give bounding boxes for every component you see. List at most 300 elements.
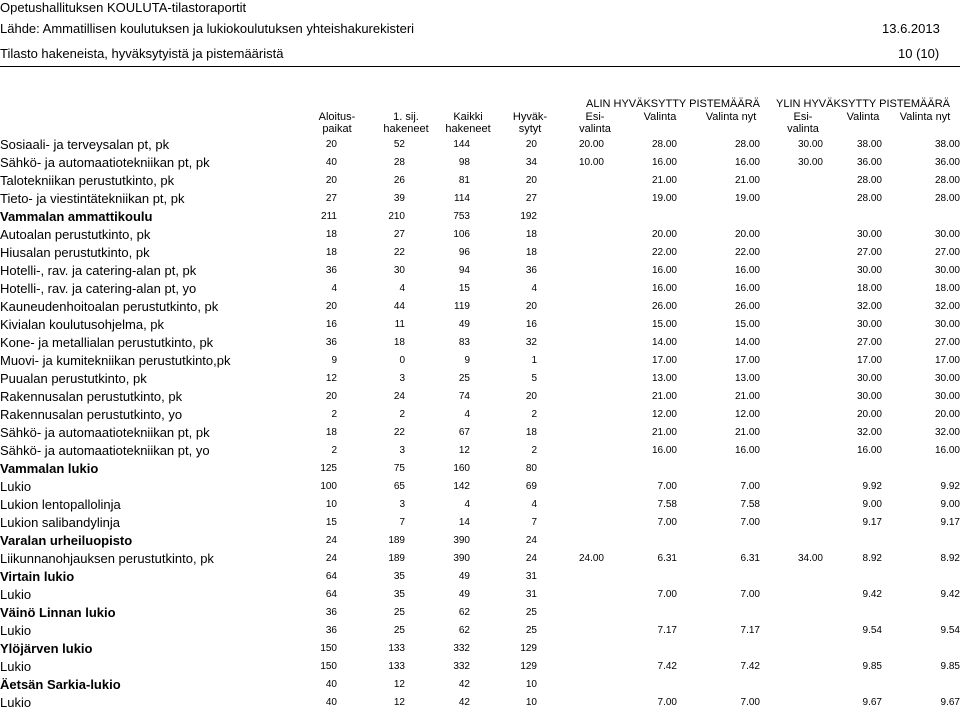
table-row bbox=[0, 388, 960, 406]
col-header-text: 1. sij. bbox=[393, 111, 419, 123]
cell-valinta-high: 9.92 bbox=[862, 481, 882, 492]
cell-valinta-high: 30.00 bbox=[856, 391, 882, 402]
cell-valinta-nyt-low: 26.00 bbox=[734, 301, 760, 312]
cell-valinta-high: 9.17 bbox=[862, 517, 882, 528]
row-label: Lukion lentopallolinja bbox=[0, 497, 121, 512]
cell-aloituspaikat: 36 bbox=[325, 265, 337, 276]
cell-aloituspaikat: 36 bbox=[325, 607, 337, 618]
cell-aloituspaikat: 27 bbox=[325, 193, 337, 204]
cell-hyvaksytyt: 31 bbox=[525, 571, 537, 582]
cell-valinta-nyt-low: 13.00 bbox=[734, 373, 760, 384]
cell-hyvaksytyt: 20 bbox=[525, 301, 537, 312]
cell-hyvaksytyt: 10 bbox=[525, 697, 537, 708]
cell-hyvaksytyt: 18 bbox=[525, 229, 537, 240]
col-header-aloituspaikat bbox=[312, 111, 362, 135]
row-label: Kauneudenhoitoalan perustutkinto, pk bbox=[0, 299, 219, 314]
cell-aloituspaikat: 211 bbox=[321, 211, 337, 222]
cell-valinta-nyt-low: 17.00 bbox=[734, 355, 760, 366]
col-header-text: Hyväk- bbox=[512, 111, 548, 123]
cell-valinta-nyt-low: 28.00 bbox=[734, 139, 760, 150]
row-label: Äetsän Sarkia-lukio bbox=[0, 677, 121, 692]
cell-aloituspaikat: 24 bbox=[325, 553, 337, 564]
row-label: Talotekniikan perustutkinto, pk bbox=[0, 173, 175, 188]
cell-1-sij-hakeneet: 7 bbox=[399, 517, 405, 528]
cell-aloituspaikat: 12 bbox=[325, 373, 337, 384]
cell-valinta-nyt-low: 7.17 bbox=[740, 625, 760, 636]
report-series-title: Opetushallituksen KOULUTA-tilastoraportit bbox=[0, 0, 247, 15]
cell-hyvaksytyt: 7 bbox=[531, 517, 537, 528]
cell-kaikki-hakeneet: 106 bbox=[453, 229, 470, 240]
cell-esivalinta-low: 24.00 bbox=[578, 553, 604, 564]
cell-aloituspaikat: 18 bbox=[325, 427, 337, 438]
col-header-esivalinta-low bbox=[570, 111, 620, 135]
cell-valinta-nyt-low: 20.00 bbox=[734, 229, 760, 240]
cell-1-sij-hakeneet: 12 bbox=[393, 679, 405, 690]
cell-valinta-low: 15.00 bbox=[651, 319, 677, 330]
cell-1-sij-hakeneet: 18 bbox=[393, 337, 405, 348]
cell-valinta-low: 21.00 bbox=[651, 427, 677, 438]
cell-valinta-nyt-low: 7.00 bbox=[740, 589, 760, 600]
table-row bbox=[0, 190, 960, 208]
cell-valinta-nyt-high: 30.00 bbox=[934, 319, 960, 330]
cell-hyvaksytyt: 1 bbox=[531, 355, 537, 366]
row-label: Lukion salibandylinja bbox=[0, 515, 120, 530]
cell-aloituspaikat: 10 bbox=[325, 499, 337, 510]
institution-row bbox=[0, 208, 960, 226]
cell-valinta-nyt-low: 16.00 bbox=[734, 157, 760, 168]
row-label: Lukio bbox=[0, 659, 32, 674]
col-header-1-sij-hakeneet bbox=[378, 111, 434, 135]
row-label: Hotelli-, rav. ja catering-alan pt, pk bbox=[0, 263, 197, 278]
col-header-valinta-nyt-low bbox=[697, 111, 765, 123]
col-header-text: hakeneet bbox=[383, 123, 429, 135]
cell-valinta-nyt-low: 16.00 bbox=[734, 283, 760, 294]
cell-1-sij-hakeneet: 12 bbox=[393, 697, 405, 708]
report-date: 13.6.2013 bbox=[882, 21, 940, 36]
cell-hyvaksytyt: 27 bbox=[525, 193, 537, 204]
row-label: Rakennusalan perustutkinto, yo bbox=[0, 407, 183, 422]
cell-hyvaksytyt: 24 bbox=[525, 553, 537, 564]
source-text: Lähde: Ammatillisen koulutuksen ja lukiokoulutuksen yhteishakurekisteri bbox=[0, 21, 415, 36]
cell-kaikki-hakeneet: 49 bbox=[458, 589, 470, 600]
row-label: Sähkö- ja automaatiotekniikan pt, pk bbox=[0, 425, 210, 440]
row-label: Sähkö- ja automaatiotekniikan pt, pk bbox=[0, 155, 210, 170]
cell-esivalinta-high: 30.00 bbox=[797, 139, 823, 150]
col-header-text: Valinta nyt bbox=[705, 111, 757, 123]
cell-1-sij-hakeneet: 27 bbox=[393, 229, 405, 240]
cell-kaikki-hakeneet: 332 bbox=[453, 643, 470, 654]
cell-hyvaksytyt: 4 bbox=[531, 499, 537, 510]
cell-1-sij-hakeneet: 65 bbox=[393, 481, 405, 492]
cell-1-sij-hakeneet: 3 bbox=[399, 499, 405, 510]
row-label: Muovi- ja kumitekniikan perustutkinto,pk bbox=[0, 353, 231, 368]
cell-esivalinta-high: 30.00 bbox=[797, 157, 823, 168]
cell-valinta-low: 21.00 bbox=[651, 391, 677, 402]
cell-kaikki-hakeneet: 9 bbox=[464, 355, 470, 366]
cell-hyvaksytyt: 129 bbox=[520, 661, 537, 672]
cell-valinta-nyt-high: 28.00 bbox=[934, 193, 960, 204]
cell-valinta-high: 9.42 bbox=[862, 589, 882, 600]
col-header-text: hakeneet bbox=[445, 123, 491, 135]
row-label: Sosiaali- ja terveysalan pt, pk bbox=[0, 137, 170, 152]
cell-hyvaksytyt: 2 bbox=[531, 409, 537, 420]
cell-valinta-nyt-high: 9.92 bbox=[940, 481, 960, 492]
header-divider bbox=[0, 66, 960, 67]
cell-1-sij-hakeneet: 189 bbox=[388, 535, 405, 546]
cell-valinta-high: 18.00 bbox=[856, 283, 882, 294]
cell-1-sij-hakeneet: 189 bbox=[388, 553, 405, 564]
cell-hyvaksytyt: 5 bbox=[531, 373, 537, 384]
cell-1-sij-hakeneet: 0 bbox=[399, 355, 405, 366]
cell-esivalinta-low: 20.00 bbox=[578, 139, 604, 150]
statistics-table bbox=[0, 136, 960, 712]
cell-valinta-nyt-high: 9.67 bbox=[940, 697, 960, 708]
cell-valinta-low: 6.31 bbox=[657, 553, 677, 564]
cell-aloituspaikat: 64 bbox=[325, 571, 337, 582]
cell-aloituspaikat: 20 bbox=[325, 139, 337, 150]
cell-hyvaksytyt: 129 bbox=[520, 643, 537, 654]
cell-1-sij-hakeneet: 2 bbox=[399, 409, 405, 420]
table-row bbox=[0, 406, 960, 424]
cell-hyvaksytyt: 192 bbox=[520, 211, 537, 222]
cell-hyvaksytyt: 20 bbox=[525, 175, 537, 186]
cell-kaikki-hakeneet: 98 bbox=[458, 157, 470, 168]
row-label: Sähkö- ja automaatiotekniikan pt, yo bbox=[0, 443, 210, 458]
cell-hyvaksytyt: 36 bbox=[525, 265, 537, 276]
cell-valinta-nyt-low: 22.00 bbox=[734, 247, 760, 258]
cell-aloituspaikat: 125 bbox=[320, 463, 337, 474]
cell-kaikki-hakeneet: 49 bbox=[458, 571, 470, 582]
cell-valinta-high: 30.00 bbox=[856, 265, 882, 276]
table-row bbox=[0, 694, 960, 712]
group-header-highest: YLIN HYVÄKSYTTY PISTEMÄÄRÄ bbox=[776, 98, 951, 110]
cell-valinta-low: 16.00 bbox=[651, 265, 677, 276]
cell-1-sij-hakeneet: 24 bbox=[393, 391, 405, 402]
row-label: Väinö Linnan lukio bbox=[0, 605, 116, 620]
cell-aloituspaikat: 20 bbox=[325, 175, 337, 186]
cell-kaikki-hakeneet: 83 bbox=[458, 337, 470, 348]
cell-valinta-high: 28.00 bbox=[856, 175, 882, 186]
cell-valinta-low: 7.00 bbox=[657, 697, 677, 708]
table-row bbox=[0, 262, 960, 280]
cell-valinta-low: 7.58 bbox=[657, 499, 677, 510]
col-header-valinta-low bbox=[635, 111, 685, 123]
table-row bbox=[0, 496, 960, 514]
cell-valinta-nyt-low: 19.00 bbox=[734, 193, 760, 204]
cell-valinta-nyt-high: 30.00 bbox=[934, 391, 960, 402]
cell-valinta-low: 13.00 bbox=[651, 373, 677, 384]
table-row bbox=[0, 514, 960, 532]
cell-aloituspaikat: 2 bbox=[331, 445, 337, 456]
cell-valinta-high: 20.00 bbox=[856, 409, 882, 420]
cell-hyvaksytyt: 25 bbox=[525, 625, 537, 636]
cell-aloituspaikat: 2 bbox=[331, 409, 337, 420]
cell-valinta-nyt-low: 7.58 bbox=[740, 499, 760, 510]
cell-valinta-nyt-high: 28.00 bbox=[934, 175, 960, 186]
cell-kaikki-hakeneet: 332 bbox=[453, 661, 470, 672]
row-label: Autoalan perustutkinto, pk bbox=[0, 227, 151, 242]
col-header-text: Valinta nyt bbox=[899, 111, 951, 123]
cell-1-sij-hakeneet: 26 bbox=[393, 175, 405, 186]
cell-aloituspaikat: 4 bbox=[331, 283, 337, 294]
cell-valinta-low: 16.00 bbox=[651, 283, 677, 294]
cell-1-sij-hakeneet: 4 bbox=[399, 283, 405, 294]
cell-aloituspaikat: 20 bbox=[325, 301, 337, 312]
cell-kaikki-hakeneet: 119 bbox=[454, 301, 470, 312]
cell-aloituspaikat: 9 bbox=[331, 355, 337, 366]
cell-aloituspaikat: 100 bbox=[320, 481, 337, 492]
cell-kaikki-hakeneet: 15 bbox=[458, 283, 470, 294]
col-header-text: valinta bbox=[787, 123, 819, 135]
cell-hyvaksytyt: 31 bbox=[525, 589, 537, 600]
cell-valinta-nyt-low: 21.00 bbox=[734, 175, 760, 186]
cell-valinta-low: 28.00 bbox=[651, 139, 677, 150]
table-row bbox=[0, 478, 960, 496]
cell-hyvaksytyt: 18 bbox=[525, 427, 537, 438]
row-label: Virtain lukio bbox=[0, 569, 75, 584]
row-label: Lukio bbox=[0, 623, 32, 638]
row-label: Liikunnanohjauksen perustutkinto, pk bbox=[0, 551, 214, 566]
cell-valinta-nyt-high: 36.00 bbox=[934, 157, 960, 168]
cell-valinta-nyt-high: 9.54 bbox=[940, 625, 960, 636]
table-row bbox=[0, 136, 960, 154]
cell-kaikki-hakeneet: 74 bbox=[458, 391, 470, 402]
cell-valinta-low: 26.00 bbox=[651, 301, 677, 312]
cell-1-sij-hakeneet: 22 bbox=[393, 247, 405, 258]
cell-1-sij-hakeneet: 3 bbox=[399, 445, 405, 456]
cell-1-sij-hakeneet: 133 bbox=[388, 661, 405, 672]
cell-valinta-low: 17.00 bbox=[651, 355, 677, 366]
cell-valinta-high: 27.00 bbox=[856, 337, 882, 348]
cell-valinta-low: 7.00 bbox=[657, 517, 677, 528]
cell-valinta-nyt-high: 32.00 bbox=[934, 427, 960, 438]
cell-valinta-high: 8.92 bbox=[862, 553, 882, 564]
cell-kaikki-hakeneet: 62 bbox=[458, 607, 470, 618]
cell-kaikki-hakeneet: 14 bbox=[458, 517, 470, 528]
row-label: Hotelli-, rav. ja catering-alan pt, yo bbox=[0, 281, 197, 296]
cell-hyvaksytyt: 10 bbox=[525, 679, 537, 690]
cell-kaikki-hakeneet: 4 bbox=[464, 409, 470, 420]
cell-1-sij-hakeneet: 44 bbox=[393, 301, 405, 312]
cell-valinta-low: 14.00 bbox=[651, 337, 677, 348]
cell-hyvaksytyt: 20 bbox=[525, 391, 537, 402]
cell-kaikki-hakeneet: 94 bbox=[458, 265, 470, 276]
cell-valinta-nyt-high: 17.00 bbox=[934, 355, 960, 366]
cell-valinta-low: 7.00 bbox=[657, 481, 677, 492]
cell-valinta-nyt-low: 14.00 bbox=[734, 337, 760, 348]
row-label: Vammalan lukio bbox=[0, 461, 99, 476]
cell-kaikki-hakeneet: 81 bbox=[458, 175, 470, 186]
cell-aloituspaikat: 36 bbox=[325, 337, 337, 348]
cell-valinta-low: 12.00 bbox=[651, 409, 677, 420]
cell-aloituspaikat: 18 bbox=[325, 229, 337, 240]
cell-esivalinta-low: 10.00 bbox=[578, 157, 604, 168]
cell-valinta-high: 30.00 bbox=[856, 373, 882, 384]
cell-valinta-high: 9.54 bbox=[862, 625, 882, 636]
cell-valinta-low: 7.00 bbox=[657, 589, 677, 600]
col-header-text: Esi- bbox=[793, 111, 813, 123]
cell-aloituspaikat: 16 bbox=[325, 319, 337, 330]
cell-valinta-nyt-low: 7.00 bbox=[740, 697, 760, 708]
cell-valinta-low: 19.00 bbox=[651, 193, 677, 204]
cell-valinta-high: 9.00 bbox=[862, 499, 882, 510]
col-header-text: Valinta bbox=[846, 111, 880, 123]
cell-valinta-nyt-high: 38.00 bbox=[934, 139, 960, 150]
row-label: Lukio bbox=[0, 695, 32, 710]
row-label: Lukio bbox=[0, 479, 32, 494]
cell-1-sij-hakeneet: 52 bbox=[393, 139, 405, 150]
cell-valinta-high: 30.00 bbox=[856, 229, 882, 240]
cell-kaikki-hakeneet: 67 bbox=[458, 427, 470, 438]
col-header-hyvaksytyt bbox=[505, 111, 555, 135]
page-number: 10 (10) bbox=[898, 46, 940, 61]
cell-valinta-high: 9.67 bbox=[862, 697, 882, 708]
cell-kaikki-hakeneet: 753 bbox=[453, 211, 470, 222]
col-header-text: Kaikki bbox=[453, 111, 483, 123]
cell-valinta-nyt-high: 9.17 bbox=[940, 517, 960, 528]
cell-kaikki-hakeneet: 96 bbox=[458, 247, 470, 258]
table-row bbox=[0, 226, 960, 244]
cell-kaikki-hakeneet: 142 bbox=[453, 481, 470, 492]
report-title: Tilasto hakeneista, hyväksytyistä ja pistemääristä bbox=[0, 46, 284, 61]
cell-kaikki-hakeneet: 49 bbox=[458, 319, 470, 330]
cell-valinta-nyt-low: 21.00 bbox=[734, 391, 760, 402]
cell-1-sij-hakeneet: 25 bbox=[393, 607, 405, 618]
cell-valinta-high: 17.00 bbox=[856, 355, 882, 366]
cell-1-sij-hakeneet: 210 bbox=[388, 211, 405, 222]
cell-aloituspaikat: 40 bbox=[325, 679, 337, 690]
table-row bbox=[0, 352, 960, 370]
col-header-text: paikat bbox=[322, 123, 352, 135]
row-label: Puualan perustutkinto, pk bbox=[0, 371, 147, 386]
cell-hyvaksytyt: 2 bbox=[531, 445, 537, 456]
cell-valinta-nyt-high: 20.00 bbox=[934, 409, 960, 420]
cell-1-sij-hakeneet: 25 bbox=[393, 625, 405, 636]
institution-row bbox=[0, 532, 960, 550]
cell-kaikki-hakeneet: 390 bbox=[453, 553, 470, 564]
col-header-text: valinta bbox=[579, 123, 611, 135]
cell-valinta-nyt-high: 9.42 bbox=[940, 589, 960, 600]
cell-hyvaksytyt: 18 bbox=[525, 247, 537, 258]
cell-esivalinta-high: 34.00 bbox=[797, 553, 823, 564]
cell-aloituspaikat: 15 bbox=[325, 517, 337, 528]
cell-kaikki-hakeneet: 42 bbox=[458, 679, 470, 690]
row-label: Kone- ja metallialan perustutkinto, pk bbox=[0, 335, 214, 350]
cell-valinta-low: 16.00 bbox=[651, 445, 677, 456]
cell-valinta-nyt-high: 32.00 bbox=[934, 301, 960, 312]
institution-row bbox=[0, 676, 960, 694]
col-header-esivalinta-high bbox=[778, 111, 828, 135]
cell-valinta-nyt-low: 6.31 bbox=[740, 553, 760, 564]
cell-valinta-high: 30.00 bbox=[856, 319, 882, 330]
row-label: Tieto- ja viestintätekniikan pt, pk bbox=[0, 191, 185, 206]
table-row bbox=[0, 622, 960, 640]
cell-kaikki-hakeneet: 114 bbox=[454, 193, 470, 204]
row-label: Vammalan ammattikoulu bbox=[0, 209, 153, 224]
cell-1-sij-hakeneet: 28 bbox=[393, 157, 405, 168]
cell-valinta-nyt-high: 9.00 bbox=[940, 499, 960, 510]
cell-aloituspaikat: 24 bbox=[325, 535, 337, 546]
cell-hyvaksytyt: 32 bbox=[525, 337, 537, 348]
row-label: Lukio bbox=[0, 587, 32, 602]
cell-valinta-low: 7.42 bbox=[657, 661, 677, 672]
cell-kaikki-hakeneet: 390 bbox=[453, 535, 470, 546]
cell-valinta-nyt-high: 27.00 bbox=[934, 337, 960, 348]
row-label: Ylöjärven lukio bbox=[0, 641, 93, 656]
row-label: Rakennusalan perustutkinto, pk bbox=[0, 389, 183, 404]
cell-hyvaksytyt: 24 bbox=[525, 535, 537, 546]
cell-1-sij-hakeneet: 30 bbox=[393, 265, 405, 276]
cell-valinta-high: 36.00 bbox=[856, 157, 882, 168]
col-header-valinta-nyt-high bbox=[890, 111, 960, 123]
row-label: Hiusalan perustutkinto, pk bbox=[0, 245, 150, 260]
cell-valinta-low: 22.00 bbox=[651, 247, 677, 258]
cell-kaikki-hakeneet: 62 bbox=[458, 625, 470, 636]
cell-kaikki-hakeneet: 12 bbox=[458, 445, 470, 456]
cell-hyvaksytyt: 34 bbox=[525, 157, 537, 168]
cell-kaikki-hakeneet: 160 bbox=[453, 463, 470, 474]
cell-valinta-high: 32.00 bbox=[856, 427, 882, 438]
col-header-text: Esi- bbox=[585, 111, 605, 123]
cell-kaikki-hakeneet: 42 bbox=[458, 697, 470, 708]
cell-valinta-nyt-low: 21.00 bbox=[734, 427, 760, 438]
cell-valinta-low: 16.00 bbox=[651, 157, 677, 168]
cell-valinta-nyt-high: 16.00 bbox=[934, 445, 960, 456]
cell-aloituspaikat: 40 bbox=[325, 157, 337, 168]
cell-valinta-high: 28.00 bbox=[856, 193, 882, 204]
table-row bbox=[0, 442, 960, 460]
cell-1-sij-hakeneet: 3 bbox=[399, 373, 405, 384]
institution-row bbox=[0, 604, 960, 622]
institution-row bbox=[0, 568, 960, 586]
cell-valinta-nyt-high: 30.00 bbox=[934, 229, 960, 240]
col-header-text: Valinta bbox=[643, 111, 677, 123]
cell-valinta-high: 32.00 bbox=[856, 301, 882, 312]
cell-hyvaksytyt: 4 bbox=[531, 283, 537, 294]
table-row bbox=[0, 370, 960, 388]
cell-1-sij-hakeneet: 22 bbox=[393, 427, 405, 438]
row-label: Kivialan koulutusohjelma, pk bbox=[0, 317, 165, 332]
cell-valinta-nyt-low: 7.42 bbox=[740, 661, 760, 672]
cell-1-sij-hakeneet: 35 bbox=[393, 589, 405, 600]
cell-hyvaksytyt: 25 bbox=[525, 607, 537, 618]
row-label: Varalan urheiluopisto bbox=[0, 533, 133, 548]
cell-valinta-nyt-low: 7.00 bbox=[740, 481, 760, 492]
cell-valinta-nyt-low: 16.00 bbox=[734, 265, 760, 276]
cell-1-sij-hakeneet: 35 bbox=[393, 571, 405, 582]
cell-hyvaksytyt: 16 bbox=[525, 319, 537, 330]
cell-aloituspaikat: 150 bbox=[320, 661, 337, 672]
col-header-valinta-high bbox=[838, 111, 888, 123]
cell-valinta-high: 9.85 bbox=[862, 661, 882, 672]
group-header-lowest: ALIN HYVÄKSYTTY PISTEMÄÄRÄ bbox=[586, 98, 761, 110]
cell-valinta-nyt-high: 27.00 bbox=[934, 247, 960, 258]
cell-hyvaksytyt: 20 bbox=[525, 139, 537, 150]
cell-aloituspaikat: 150 bbox=[320, 643, 337, 654]
cell-hyvaksytyt: 80 bbox=[525, 463, 537, 474]
table-row bbox=[0, 244, 960, 262]
cell-1-sij-hakeneet: 75 bbox=[393, 463, 405, 474]
institution-row bbox=[0, 460, 960, 478]
cell-valinta-nyt-low: 16.00 bbox=[734, 445, 760, 456]
cell-aloituspaikat: 18 bbox=[325, 247, 337, 258]
cell-valinta-nyt-high: 18.00 bbox=[934, 283, 960, 294]
cell-aloituspaikat: 64 bbox=[325, 589, 337, 600]
cell-valinta-nyt-low: 7.00 bbox=[740, 517, 760, 528]
col-header-text: sytyt bbox=[518, 123, 542, 135]
cell-kaikki-hakeneet: 25 bbox=[458, 373, 470, 384]
cell-1-sij-hakeneet: 39 bbox=[393, 193, 405, 204]
